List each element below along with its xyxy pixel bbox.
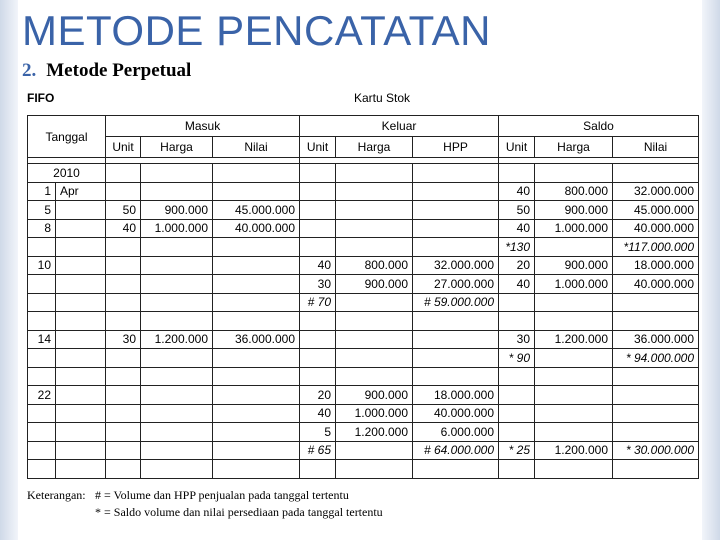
cell-saldo-unit <box>499 386 535 405</box>
subtitle-number: 2. <box>22 60 37 81</box>
table-row <box>28 293 699 312</box>
table-row <box>28 404 699 423</box>
cell-bulan <box>56 349 106 368</box>
cell-masuk-harga <box>141 275 213 294</box>
stock-table-body <box>28 164 699 479</box>
cell-masuk-nilai: 36.000.000 <box>213 330 300 349</box>
cell-keluar-hpp <box>413 367 499 386</box>
cell-masuk-unit <box>106 367 141 386</box>
cell-saldo-unit: 20 <box>499 256 535 275</box>
cell-masuk-nilai: 45.000.000 <box>213 201 300 220</box>
cell-keluar-harga: 1.000.000 <box>336 404 413 423</box>
cell-keluar-unit <box>300 164 336 183</box>
cell-tgl <box>28 275 56 294</box>
cell-saldo-unit <box>499 312 535 331</box>
cell-bulan <box>56 330 106 349</box>
cell-bulan <box>56 293 106 312</box>
cell-masuk-nilai <box>213 349 300 368</box>
notes-text-1: # = Volume dan HPP penjualan pada tanggal tertentu <box>95 488 349 502</box>
cell-masuk-unit <box>106 182 141 201</box>
cell-masuk-harga <box>141 164 213 183</box>
cell-saldo-harga <box>535 293 613 312</box>
cell-tgl <box>28 460 56 479</box>
cell-saldo-nilai <box>613 404 699 423</box>
cell-bulan <box>56 256 106 275</box>
cell-keluar-unit <box>300 238 336 257</box>
cell-masuk-nilai <box>213 460 300 479</box>
notes-line-2 <box>27 504 383 521</box>
cell-masuk-harga <box>141 256 213 275</box>
cell-masuk-nilai <box>213 312 300 331</box>
cell-bulan <box>56 423 106 442</box>
cell-masuk-unit: 40 <box>106 219 141 238</box>
cell-saldo-harga: 900.000 <box>535 256 613 275</box>
cell-saldo-harga: 900.000 <box>535 201 613 220</box>
cell-saldo-harga <box>535 386 613 405</box>
cell-masuk-nilai <box>213 182 300 201</box>
right-decorative-border <box>702 0 720 540</box>
cell-keluar-harga: 800.000 <box>336 256 413 275</box>
cell-masuk-harga: 900.000 <box>141 201 213 220</box>
cell-keluar-hpp <box>413 238 499 257</box>
cell-keluar-harga <box>336 219 413 238</box>
table-row <box>28 275 699 294</box>
cell-saldo-nilai: 32.000.000 <box>613 182 699 201</box>
cell-masuk-harga: 1.200.000 <box>141 330 213 349</box>
cell-masuk-unit <box>106 293 141 312</box>
cell-saldo-unit: * 90 <box>499 349 535 368</box>
cell-tgl: 10 <box>28 256 56 275</box>
cell-bulan <box>56 367 106 386</box>
cell-keluar-hpp: 18.000.000 <box>413 386 499 405</box>
stock-card-table <box>27 115 699 479</box>
cell-saldo-harga <box>535 404 613 423</box>
cell-saldo-unit <box>499 164 535 183</box>
cell-saldo-harga <box>535 423 613 442</box>
cell-masuk-unit <box>106 423 141 442</box>
cell-masuk-harga <box>141 441 213 460</box>
notes-block <box>27 487 383 521</box>
table-row <box>28 201 699 220</box>
cell-masuk-unit <box>106 256 141 275</box>
cell-keluar-unit <box>300 330 336 349</box>
cell-tgl: 14 <box>28 330 56 349</box>
header-saldo-harga: Harga <box>535 137 613 158</box>
header-tanggal: Tanggal <box>28 116 106 158</box>
cell-keluar-unit <box>300 349 336 368</box>
cell-keluar-harga <box>336 182 413 201</box>
cell-saldo-nilai <box>613 460 699 479</box>
cell-masuk-harga <box>141 238 213 257</box>
cell-keluar-unit: 30 <box>300 275 336 294</box>
cell-keluar-unit: 40 <box>300 256 336 275</box>
table-row <box>28 441 699 460</box>
table-row <box>28 423 699 442</box>
cell-masuk-nilai <box>213 256 300 275</box>
cell-masuk-harga <box>141 460 213 479</box>
cell-bulan <box>56 460 106 479</box>
header-row-groups <box>28 116 699 137</box>
cell-bulan <box>56 441 106 460</box>
cell-masuk-unit <box>106 312 141 331</box>
notes-text-2: * = Saldo volume dan nilai persediaan pada tanggal tertentu <box>95 505 383 519</box>
cell-keluar-unit: 40 <box>300 404 336 423</box>
table-row <box>28 460 699 479</box>
cell-keluar-hpp: # 59.000.000 <box>413 293 499 312</box>
cell-masuk-nilai <box>213 423 300 442</box>
left-decorative-border <box>0 0 18 540</box>
cell-saldo-nilai: * 94.000.000 <box>613 349 699 368</box>
cell-bulan <box>56 238 106 257</box>
cell-keluar-hpp: 27.000.000 <box>413 275 499 294</box>
cell-keluar-unit: # 65 <box>300 441 336 460</box>
cell-tgl: 8 <box>28 219 56 238</box>
cell-saldo-nilai <box>613 164 699 183</box>
cell-tgl <box>28 423 56 442</box>
table-row <box>28 256 699 275</box>
cell-saldo-harga <box>535 238 613 257</box>
table-row <box>28 367 699 386</box>
cell-saldo-unit: 50 <box>499 201 535 220</box>
cell-saldo-nilai: 40.000.000 <box>613 275 699 294</box>
cell-bulan <box>56 275 106 294</box>
table-row <box>28 164 699 183</box>
cell-keluar-harga <box>336 367 413 386</box>
header-masuk-unit: Unit <box>106 137 141 158</box>
header-keluar-unit: Unit <box>300 137 336 158</box>
cell-masuk-nilai: 40.000.000 <box>213 219 300 238</box>
cell-masuk-nilai <box>213 441 300 460</box>
cell-masuk-nilai <box>213 367 300 386</box>
cell-keluar-harga <box>336 441 413 460</box>
cell-keluar-hpp: # 64.000.000 <box>413 441 499 460</box>
cell-saldo-harga <box>535 349 613 368</box>
cell-masuk-nilai <box>213 386 300 405</box>
cell-masuk-nilai <box>213 164 300 183</box>
cell-keluar-harga: 1.200.000 <box>336 423 413 442</box>
cell-saldo-nilai: 45.000.000 <box>613 201 699 220</box>
cell-tgl <box>28 404 56 423</box>
cell-saldo-unit: * 25 <box>499 441 535 460</box>
cell-keluar-unit <box>300 219 336 238</box>
cell-tgl: 5 <box>28 201 56 220</box>
cell-keluar-harga <box>336 349 413 368</box>
cell-saldo-nilai <box>613 312 699 331</box>
cell-masuk-unit <box>106 460 141 479</box>
cell-keluar-harga <box>336 312 413 331</box>
header-saldo: Saldo <box>499 116 699 137</box>
cell-masuk-nilai <box>213 404 300 423</box>
cell-keluar-unit <box>300 201 336 220</box>
cell-saldo-harga <box>535 312 613 331</box>
cell-saldo-unit <box>499 293 535 312</box>
cell-saldo-unit <box>499 460 535 479</box>
cell-keluar-unit: 5 <box>300 423 336 442</box>
header-keluar: Keluar <box>300 116 499 137</box>
cell-saldo-nilai: *117.000.000 <box>613 238 699 257</box>
table-row <box>28 238 699 257</box>
cell-keluar-unit <box>300 312 336 331</box>
header-masuk-nilai: Nilai <box>213 137 300 158</box>
cell-saldo-nilai <box>613 423 699 442</box>
cell-masuk-nilai <box>213 293 300 312</box>
cell-masuk-harga <box>141 312 213 331</box>
cell-tgl <box>28 238 56 257</box>
table-row <box>28 349 699 368</box>
cell-keluar-hpp <box>413 182 499 201</box>
cell-bulan <box>56 312 106 331</box>
cell-saldo-unit: *130 <box>499 238 535 257</box>
cell-masuk-harga <box>141 423 213 442</box>
cell-tgl <box>28 293 56 312</box>
cell-saldo-unit: 40 <box>499 275 535 294</box>
cell-keluar-harga <box>336 201 413 220</box>
cell-saldo-nilai <box>613 367 699 386</box>
notes-label: Keterangan: <box>27 488 86 502</box>
cell-keluar-hpp: 6.000.000 <box>413 423 499 442</box>
cell-saldo-unit <box>499 423 535 442</box>
cell-masuk-harga <box>141 386 213 405</box>
cell-keluar-unit <box>300 182 336 201</box>
cell-keluar-hpp <box>413 330 499 349</box>
cell-masuk-unit: 50 <box>106 201 141 220</box>
header-row-columns <box>28 137 699 158</box>
cell-keluar-hpp: 32.000.000 <box>413 256 499 275</box>
header-keluar-harga: Harga <box>336 137 413 158</box>
cell-tgl <box>28 367 56 386</box>
notes-line-1 <box>27 487 383 504</box>
cell-saldo-nilai <box>613 293 699 312</box>
cell-bulan: Apr <box>56 182 106 201</box>
cell-saldo-harga <box>535 460 613 479</box>
cell-keluar-hpp <box>413 349 499 368</box>
cell-masuk-unit <box>106 386 141 405</box>
slide-subtitle <box>22 60 191 82</box>
card-title: Kartu Stok <box>353 91 411 105</box>
subtitle-text: Metode Perpetual <box>46 60 192 81</box>
cell-masuk-unit <box>106 275 141 294</box>
cell-masuk-unit <box>106 349 141 368</box>
table-row <box>28 182 699 201</box>
cell-keluar-harga: 900.000 <box>336 275 413 294</box>
cell-masuk-harga <box>141 367 213 386</box>
cell-keluar-hpp: 40.000.000 <box>413 404 499 423</box>
cell-keluar-harga: 900.000 <box>336 386 413 405</box>
header-masuk: Masuk <box>106 116 300 137</box>
cell-bulan <box>56 404 106 423</box>
cell-tgl <box>28 349 56 368</box>
cell-bulan <box>56 201 106 220</box>
cell-keluar-hpp <box>413 201 499 220</box>
cell-saldo-unit: 40 <box>499 219 535 238</box>
cell-keluar-harga <box>336 164 413 183</box>
cell-bulan <box>56 219 106 238</box>
header-saldo-nilai: Nilai <box>613 137 699 158</box>
cell-saldo-harga: 1.000.000 <box>535 275 613 294</box>
cell-masuk-unit <box>106 441 141 460</box>
cell-keluar-harga <box>336 330 413 349</box>
cell-saldo-unit: 40 <box>499 182 535 201</box>
cell-keluar-harga <box>336 460 413 479</box>
table-row <box>28 330 699 349</box>
table-row <box>28 219 699 238</box>
cell-saldo-nilai: * 30.000.000 <box>613 441 699 460</box>
cell-saldo-nilai: 18.000.000 <box>613 256 699 275</box>
cell-masuk-nilai <box>213 238 300 257</box>
cell-tgl: 22 <box>28 386 56 405</box>
cell-saldo-harga: 1.200.000 <box>535 441 613 460</box>
cell-masuk-harga <box>141 349 213 368</box>
cell-keluar-unit <box>300 460 336 479</box>
cell-keluar-unit: 20 <box>300 386 336 405</box>
cell-saldo-unit: 30 <box>499 330 535 349</box>
cell-masuk-harga: 1.000.000 <box>141 219 213 238</box>
header-masuk-harga: Harga <box>141 137 213 158</box>
cell-saldo-harga <box>535 164 613 183</box>
cell-tgl: 1 <box>28 182 56 201</box>
cell-masuk-harga <box>141 182 213 201</box>
cell-keluar-hpp <box>413 460 499 479</box>
cell-masuk-unit <box>106 404 141 423</box>
header-keluar-hpp: HPP <box>413 137 499 158</box>
cell-saldo-nilai: 36.000.000 <box>613 330 699 349</box>
cell-keluar-hpp <box>413 312 499 331</box>
cell-saldo-unit <box>499 367 535 386</box>
cell-keluar-hpp <box>413 219 499 238</box>
cell-bulan <box>56 386 106 405</box>
slide-title: METODE PENCATATAN <box>22 7 491 54</box>
method-label: FIFO <box>27 91 55 105</box>
cell-saldo-harga: 1.000.000 <box>535 219 613 238</box>
cell-tgl <box>28 441 56 460</box>
cell-masuk-unit: 30 <box>106 330 141 349</box>
cell-keluar-hpp <box>413 164 499 183</box>
cell-saldo-nilai <box>613 386 699 405</box>
cell-saldo-nilai: 40.000.000 <box>613 219 699 238</box>
cell-tgl <box>28 312 56 331</box>
cell-masuk-unit <box>106 164 141 183</box>
cell-saldo-harga: 800.000 <box>535 182 613 201</box>
cell-keluar-harga <box>336 293 413 312</box>
cell-keluar-harga <box>336 238 413 257</box>
cell-saldo-harga: 1.200.000 <box>535 330 613 349</box>
cell-masuk-nilai <box>213 275 300 294</box>
header-saldo-unit: Unit <box>499 137 535 158</box>
cell-masuk-harga <box>141 404 213 423</box>
table-row <box>28 312 699 331</box>
cell-saldo-harga <box>535 367 613 386</box>
cell-keluar-unit: # 70 <box>300 293 336 312</box>
cell-tgl: 2010 <box>28 164 106 183</box>
cell-keluar-unit <box>300 367 336 386</box>
cell-masuk-unit <box>106 238 141 257</box>
table-row <box>28 386 699 405</box>
cell-masuk-harga <box>141 293 213 312</box>
cell-saldo-unit <box>499 404 535 423</box>
